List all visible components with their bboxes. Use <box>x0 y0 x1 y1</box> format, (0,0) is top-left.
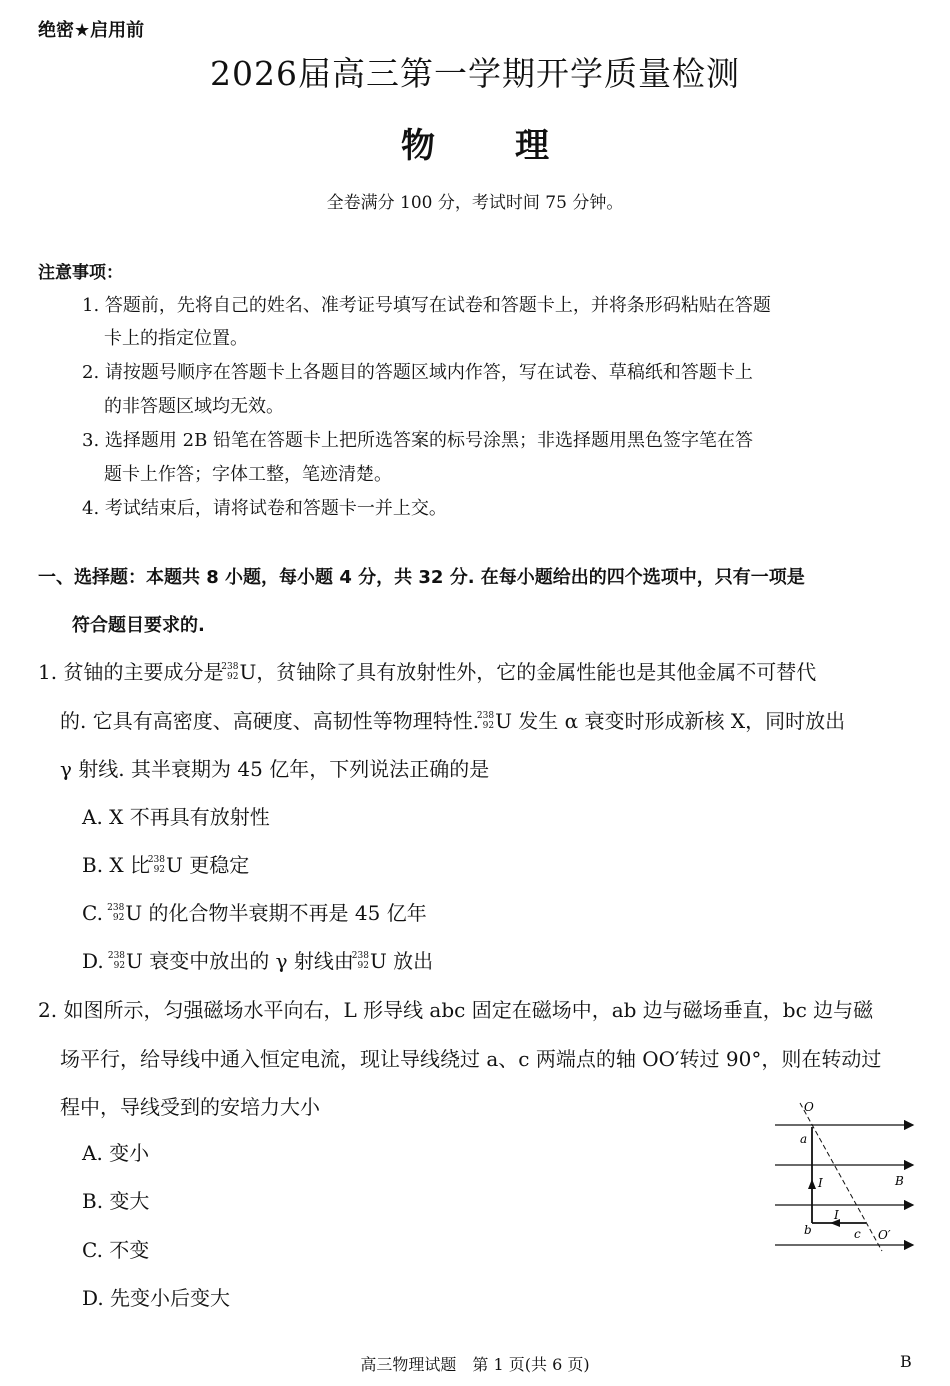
isotope-symbol: U <box>239 660 257 684</box>
notice-line-7: 4. 考试结束后，请将试卷和答题卡一并上交。 <box>82 498 447 519</box>
isotope-symbol: U <box>166 853 183 877</box>
option-text: 衰变中放出的 γ 射线由 <box>142 949 354 973</box>
q2-line-1: 2. 如图所示，匀强磁场水平向右，L 形导线 abc 固定在磁场中，ab 边与磁场垂直，bc 边与磁 <box>38 998 874 1022</box>
q1-text: 发生 α 衰变时形成新核 X，同时放出 <box>511 709 846 733</box>
confidential-label: 绝密★启用前 <box>38 20 145 41</box>
q2-option-d: D. 先变小后变大 <box>82 1286 231 1310</box>
label-a: a <box>800 1132 808 1146</box>
notice-line-1: 1. 答题前，先将自己的姓名、准考证号填写在试卷和答题卡上，并将条形码粘贴在答题 <box>82 295 771 316</box>
isotope-notation <box>147 855 166 875</box>
notice-line-5: 3. 选择题用 2B 铅笔在答题卡上把所选答案的标号涂黑；非选择题用黑色签字笔在答 <box>82 430 754 451</box>
option-text: D. <box>82 949 111 973</box>
q1-option-d <box>82 945 433 974</box>
q1-line-3: γ 射线. 其半衰期为 45 亿年，下列说法正确的是 <box>60 757 490 781</box>
q1-line-2 <box>60 705 845 734</box>
q2-line-2: 场平行，给导线中通入恒定电流，现让导线绕过 a、c 两端点的轴 OO′转过 90°，则在转动过 <box>60 1047 882 1071</box>
q1-option-c <box>82 897 427 926</box>
option-text: B. X 比 <box>82 853 151 877</box>
section-heading-line-2: 符合题目要求的. <box>72 615 205 636</box>
option-text: 更稳定 <box>182 853 250 877</box>
option-text: 放出 <box>386 949 434 973</box>
isotope-number: 92 <box>227 672 239 682</box>
isotope-notation <box>351 951 370 971</box>
q1-option-a: A. X 不再具有放射性 <box>82 805 270 829</box>
label-O-prime: O′ <box>878 1228 891 1242</box>
label-B: B <box>895 1174 904 1188</box>
q2-option-a: A. 变小 <box>82 1141 150 1165</box>
page-footer: 高三物理试题 第 1 页(共 6 页) <box>360 1355 590 1374</box>
isotope-notation <box>109 904 125 922</box>
label-c: c <box>854 1227 861 1241</box>
q1-text: 的. 它具有高密度、高硬度、高韧性等物理特性. <box>60 709 480 733</box>
q1-option-b <box>82 849 249 878</box>
q1-text: 1. 贫铀的主要成分是 <box>38 660 224 684</box>
label-I-vertical: I <box>818 1176 823 1190</box>
isotope-mass: 238 <box>107 951 126 961</box>
isotope-number: 92 <box>482 721 495 731</box>
option-text: C. <box>82 901 110 925</box>
isotope-symbol: U <box>126 949 143 973</box>
isotope-number: 92 <box>357 961 369 971</box>
notice-line-2: 卡上的指定位置。 <box>104 328 248 349</box>
q2-option-b: B. 变大 <box>82 1189 150 1213</box>
isotope-mass: 238 <box>476 711 495 721</box>
magnetic-field-figure <box>770 1095 920 1257</box>
label-b: b <box>804 1223 812 1237</box>
exam-title: 2026届高三第一学期开学质量检测 <box>210 54 740 93</box>
section-heading-line-1: 一、选择题：本题共 8 小题，每小题 4 分，共 32 分. 在每小题给出的四个选项中，只有一项是 <box>38 567 805 588</box>
current-arrow-up <box>808 1179 816 1189</box>
isotope-notation <box>476 711 495 731</box>
q2-option-c: C. 不变 <box>82 1238 150 1262</box>
subject-char-2: 理 <box>515 126 549 166</box>
label-I-horizontal: I <box>834 1208 839 1222</box>
subject-title <box>0 118 950 167</box>
isotope-number: 92 <box>153 865 166 875</box>
q2-line-3: 程中，导线受到的安培力大小 <box>60 1095 320 1119</box>
q1-text: ，贫铀除了具有放射性外，它的金属性能也是其他金属不可替代 <box>256 660 817 684</box>
option-text: 的化合物半衰期不再是 45 亿年 <box>142 901 427 925</box>
isotope-mass: 238 <box>221 662 239 672</box>
isotope-symbol: U <box>369 949 387 973</box>
exam-info: 全卷满分 100 分，考试时间 75 分钟。 <box>326 193 624 213</box>
isotope-number: 92 <box>113 961 126 971</box>
isotope-mass: 238 <box>147 855 166 865</box>
notice-line-6: 题卡上作答；字体工整，笔迹清楚。 <box>104 464 392 485</box>
notice-line-4: 的非答题区域均无效。 <box>104 396 284 417</box>
isotope-symbol: U <box>495 709 512 733</box>
isotope-notation <box>223 663 239 681</box>
paper-version: B <box>900 1352 912 1371</box>
isotope-mass: 238 <box>107 903 125 913</box>
isotope-number: 92 <box>112 913 125 923</box>
isotope-mass: 238 <box>351 951 369 961</box>
isotope-symbol: U <box>125 901 143 925</box>
isotope-notation <box>107 951 126 971</box>
notice-heading: 注意事项： <box>38 263 123 283</box>
notice-line-3: 2. 请按题号顺序在答题卡上各题目的答题区域内作答，写在试卷、草稿纸和答题卡上 <box>82 362 753 383</box>
subject-char-1: 物 <box>401 126 435 166</box>
q1-line-1 <box>38 656 816 685</box>
label-O: O <box>804 1100 814 1114</box>
